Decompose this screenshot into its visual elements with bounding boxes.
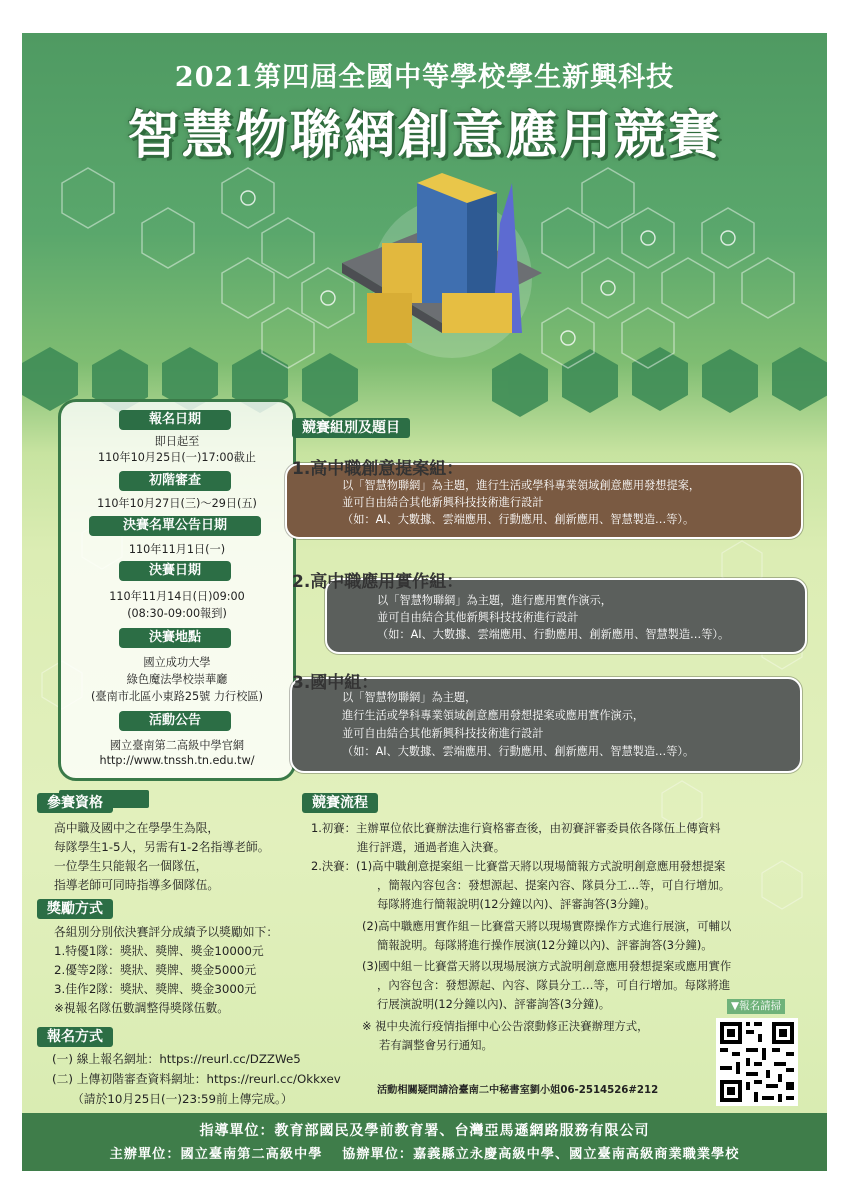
category-1-title: 1.高中職創意提案組： xyxy=(292,459,464,479)
contact-info: 活動相關疑問請洽臺南二中秘書室劉小姐06-2514526#212 xyxy=(377,1085,659,1096)
poster-title: 智慧物聯網創意應用競賽 xyxy=(127,105,722,166)
category-2-line: 以「智慧物聯網」為主題，進行應用實作演示， xyxy=(377,594,612,607)
eligibility-line: 每隊學生1-5人，另需有1-2名指導老師。 xyxy=(54,840,270,854)
smart-city-illustration xyxy=(342,173,542,358)
category-3-line: （如：AI、大數據、雲端應用、行動應用、創新應用、智慧製造…等）。 xyxy=(342,745,695,758)
process-line: 進行評選，通過者進入決賽。 xyxy=(357,840,506,854)
finalist-announcement-line: 110年11月1日(一) xyxy=(128,543,226,556)
awards-line: 各組別分別依決賽評分成績予以獎勵如下： xyxy=(54,925,279,939)
awards-line: 2.優等2隊：獎狀、獎牌、獎金5000元 xyxy=(54,963,257,977)
category-3-line: 進行生活或學科專業領域創意應用發想提案或應用實作演示， xyxy=(342,709,645,722)
registration-date-label: 報名日期 xyxy=(119,410,231,430)
process-line: 2.決賽：(1)高中職創意提案組－比賽當天將以現場簡報方式說明創意應用發想提案 xyxy=(311,859,726,873)
announcement-url: http://www.tnssh.tn.edu.tw/ xyxy=(99,754,255,767)
process-line: (3)國中組－比賽當天將以現場展演方式說明創意應用發想提案或應用實作 xyxy=(362,959,732,973)
qr-code-icon xyxy=(716,1018,798,1106)
upload-deadline-line: （請於10月25日(一)23:59前上傳完成。） xyxy=(72,1092,293,1106)
awards-heading: 獎勵方式 xyxy=(37,899,113,919)
eligibility-line: 指導老師可同時指導多個隊伍。 xyxy=(54,878,220,892)
final-venue-line: 國立成功大學 xyxy=(143,656,211,669)
category-3-line: 以「智慧物聯網」為主題， xyxy=(342,691,477,704)
preliminary-review-line: 110年10月27日(三)～29日(五) xyxy=(97,497,257,510)
registration-qr-code[interactable] xyxy=(716,1018,798,1106)
category-1-line: 並可自由結合其他新興科技技術進行設計 xyxy=(342,496,544,509)
eligibility-line: 高中職及國中之在學學生為限， xyxy=(54,821,220,835)
registration-method-heading: 報名方式 xyxy=(37,1027,113,1047)
process-line: (2)高中職應用實作組－比賽當天將以現場實際操作方式進行展演，可輔以 xyxy=(362,919,732,933)
category-3-line: 並可自由結合其他新興科技技術進行設計 xyxy=(342,727,544,740)
process-line: 每隊將進行簡報說明(12分鐘以內)、評審詢答(3分鐘)。 xyxy=(377,897,656,911)
category-2-line: （如：AI、大數據、雲端應用、行動應用、創新應用、智慧製造…等）。 xyxy=(377,628,730,641)
eligibility-heading: 參賽資格 xyxy=(37,793,113,813)
process-line: ，內容包含：發想源起、內容、隊員分工…等，可自行增加。每隊將進 xyxy=(377,978,731,992)
categories-heading: 競賽組別及題目 xyxy=(292,418,410,438)
awards-line: 3.佳作2隊：獎狀、獎牌、獎金3000元 xyxy=(54,982,257,996)
final-venue-label: 決賽地點 xyxy=(119,628,231,648)
awards-line: 1.特優1隊：獎狀、獎牌、獎金10000元 xyxy=(54,944,264,958)
event-poster xyxy=(22,33,827,1171)
final-date-label: 決賽日期 xyxy=(119,561,231,581)
poster-subtitle: 2021第四屆全國中等學校學生新興科技 xyxy=(174,62,675,93)
schedule-panel xyxy=(58,399,296,781)
final-date-line: 110年11月14日(日)09:00 xyxy=(109,590,245,603)
category-2-line: 並可自由結合其他新興科技技術進行設計 xyxy=(377,611,579,624)
footer-hosts: 主辦單位：國立臺南第二高級中學 協辦單位：嘉義縣立永慶高級中學、國立臺南高級商業職業學校 xyxy=(109,1147,740,1162)
process-line: ，簡報內容包含：發想源起、提案內容、隊員分工…等，可自行增加。 xyxy=(377,878,731,892)
registration-link-line: (一) 線上報名網址：https://reurl.cc/DZZWe5 xyxy=(52,1052,301,1066)
footer-organizers: 指導單位：教育部國民及學前教育署、台灣亞馬遜網路服務有限公司 xyxy=(199,1123,650,1139)
awards-line: ※視報名隊伍數調整得獎隊伍數。 xyxy=(54,1001,230,1015)
process-note: ※ 視中央流行疫情指揮中心公告滾動修正決賽辦理方式， xyxy=(362,1019,649,1033)
final-venue-line: (臺南市北區小東路25號 力行校區) xyxy=(91,690,263,703)
category-2-title: 2.高中職應用實作組： xyxy=(292,572,464,592)
upload-link-line: (二) 上傳初階審查資料網址：https://reurl.cc/Okkxev xyxy=(52,1072,341,1086)
process-heading: 競賽流程 xyxy=(302,793,378,813)
category-1-line: 以「智慧物聯網」為主題，進行生活或學科專業領域創意應用發想提案， xyxy=(342,479,701,492)
process-line: 行展演說明(12分鐘以內)、評審詢答(3分鐘)。 xyxy=(377,997,611,1011)
process-line: 1.初賽：主辦單位依比賽辦法進行資格審查後，由初賽評審委員依各隊伍上傳資料 xyxy=(311,821,721,835)
registration-date-line: 110年10月25日(一)17:00截止 xyxy=(98,451,256,464)
announcement-line: 國立臺南第二高級中學官網 xyxy=(109,739,245,752)
registration-date-line: 即日起至 xyxy=(154,435,200,448)
category-1-line: （如：AI、大數據、雲端應用、行動應用、創新應用、智慧製造…等）。 xyxy=(342,513,695,526)
qr-label: ▼報名請掃 xyxy=(727,999,785,1014)
final-date-line: (08:30-09:00報到) xyxy=(127,607,227,620)
final-venue-line: 綠色魔法學校崇華廳 xyxy=(126,673,228,686)
finalist-announcement-label: 決賽名單公告日期 xyxy=(89,516,261,536)
process-line: 簡報說明。每隊將進行操作展演(12分鐘以內)、評審詢答(3分鐘)。 xyxy=(377,938,713,952)
category-3-title: 3.國中組： xyxy=(292,673,379,693)
announcement-label: 活動公告 xyxy=(119,711,231,731)
preliminary-review-label: 初階審查 xyxy=(119,471,231,491)
eligibility-line: 一位學生只能報名一個隊伍， xyxy=(54,859,208,873)
process-note: 若有調整會另行通知。 xyxy=(379,1038,493,1052)
